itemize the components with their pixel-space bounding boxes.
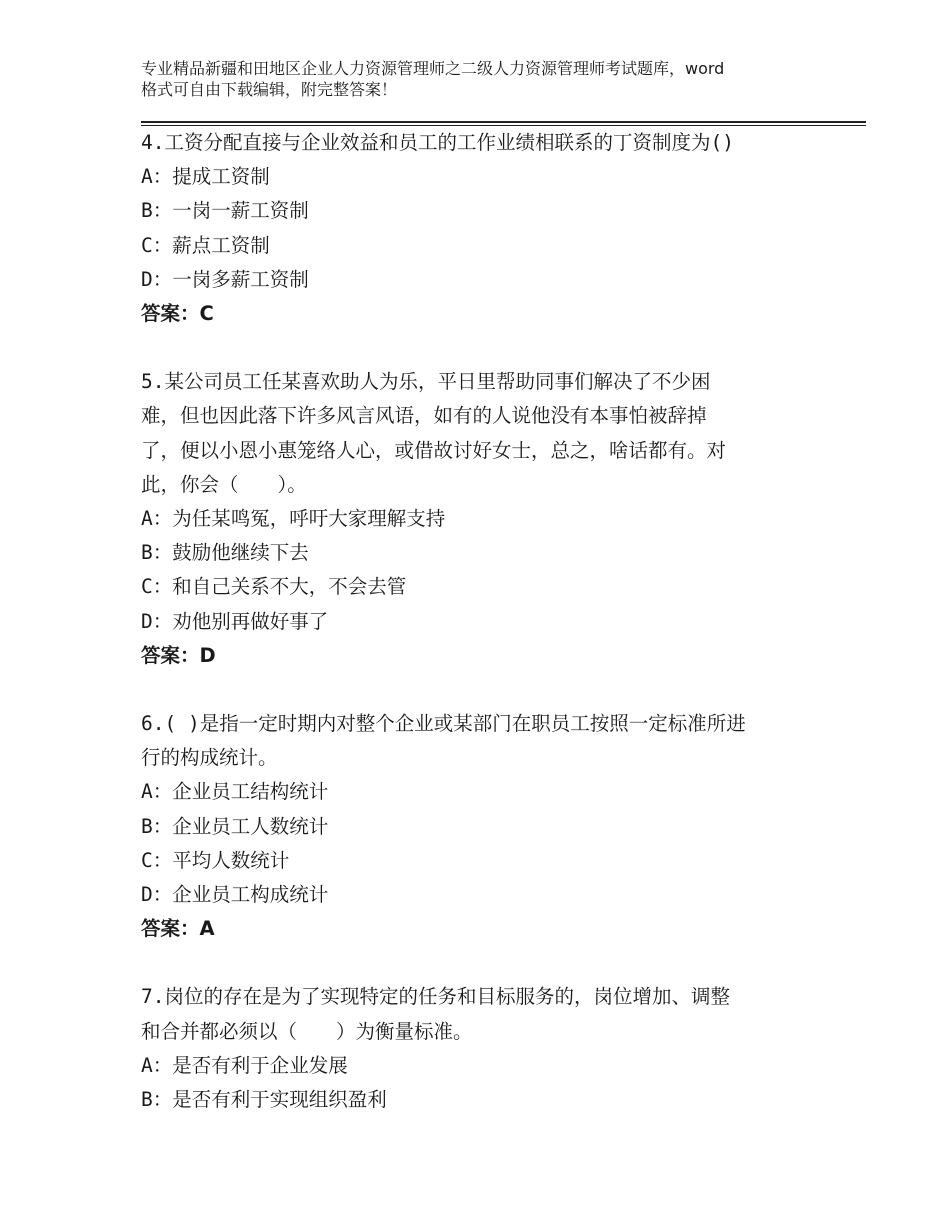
question-stem-line-1: 5.某公司员工任某喜欢助人为乐，平日里帮助同事们解决了不少困 <box>141 370 711 394</box>
question-4 <box>141 126 811 331</box>
option-b: B：是否有利于实现组织盈利 <box>141 1088 387 1112</box>
question-7 <box>141 980 811 1117</box>
question-list <box>141 126 811 1117</box>
question-stem-line-4: 此，你会（ ）。 <box>141 472 307 496</box>
question-stem-line-1: 6.( )是指一定时期内对整个企业或某部门在职员工按照一定标准所进 <box>141 712 746 736</box>
question-stem-line-3: 了，便以小恩小惠笼络人心，或借故讨好女士，总之，啥话都有。对 <box>141 438 727 462</box>
question-stem: 4.工资分配直接与企业效益和员工的工作业绩相联系的丁资制度为() <box>141 131 734 154</box>
option-c: C：平均人数统计 <box>141 848 290 872</box>
question-stem-line-2: 难，但也因此落下许多风言风语，如有的人说他没有本事怕被辞掉 <box>141 404 707 428</box>
option-b: B：鼓励他继续下去 <box>141 541 309 565</box>
question-stem-line-1: 7.岗位的存在是为了实现特定的任务和目标服务的，岗位增加、调整 <box>141 985 730 1009</box>
option-a: A：提成工资制 <box>141 165 270 189</box>
header-divider <box>141 121 866 123</box>
option-c: C：和自己关系不大，不会去管 <box>141 575 407 599</box>
option-a: A：企业员工结构统计 <box>141 780 329 804</box>
option-d: D：一岗多薪工资制 <box>141 267 309 291</box>
question-stem-line-2: 和合并都必须以（ ）为衡量标准。 <box>141 1019 473 1043</box>
option-d: D：劝他别再做好事了 <box>141 609 329 633</box>
document-header <box>141 58 841 100</box>
option-d: D：企业员工构成统计 <box>141 883 329 907</box>
option-b: B：企业员工人数统计 <box>141 814 329 838</box>
answer: 答案：D <box>141 643 216 667</box>
option-a: A：是否有利于企业发展 <box>141 1053 348 1077</box>
option-c: C：薪点工资制 <box>141 233 270 257</box>
header-line-2: 格式可自由下载编辑，附完整答案！ <box>141 80 398 99</box>
answer: 答案：A <box>141 917 215 941</box>
header-line-1: 专业精品新疆和田地区企业人力资源管理师之二级人力资源管理师考试题库，word <box>141 59 725 78</box>
question-stem-line-2: 行的构成统计。 <box>141 746 278 770</box>
option-a: A：为任某鸣冤，呼吁大家理解支持 <box>141 507 446 531</box>
option-b: B：一岗一薪工资制 <box>141 199 309 223</box>
question-5 <box>141 365 811 673</box>
question-6 <box>141 707 811 946</box>
answer: 答案：C <box>141 302 214 326</box>
